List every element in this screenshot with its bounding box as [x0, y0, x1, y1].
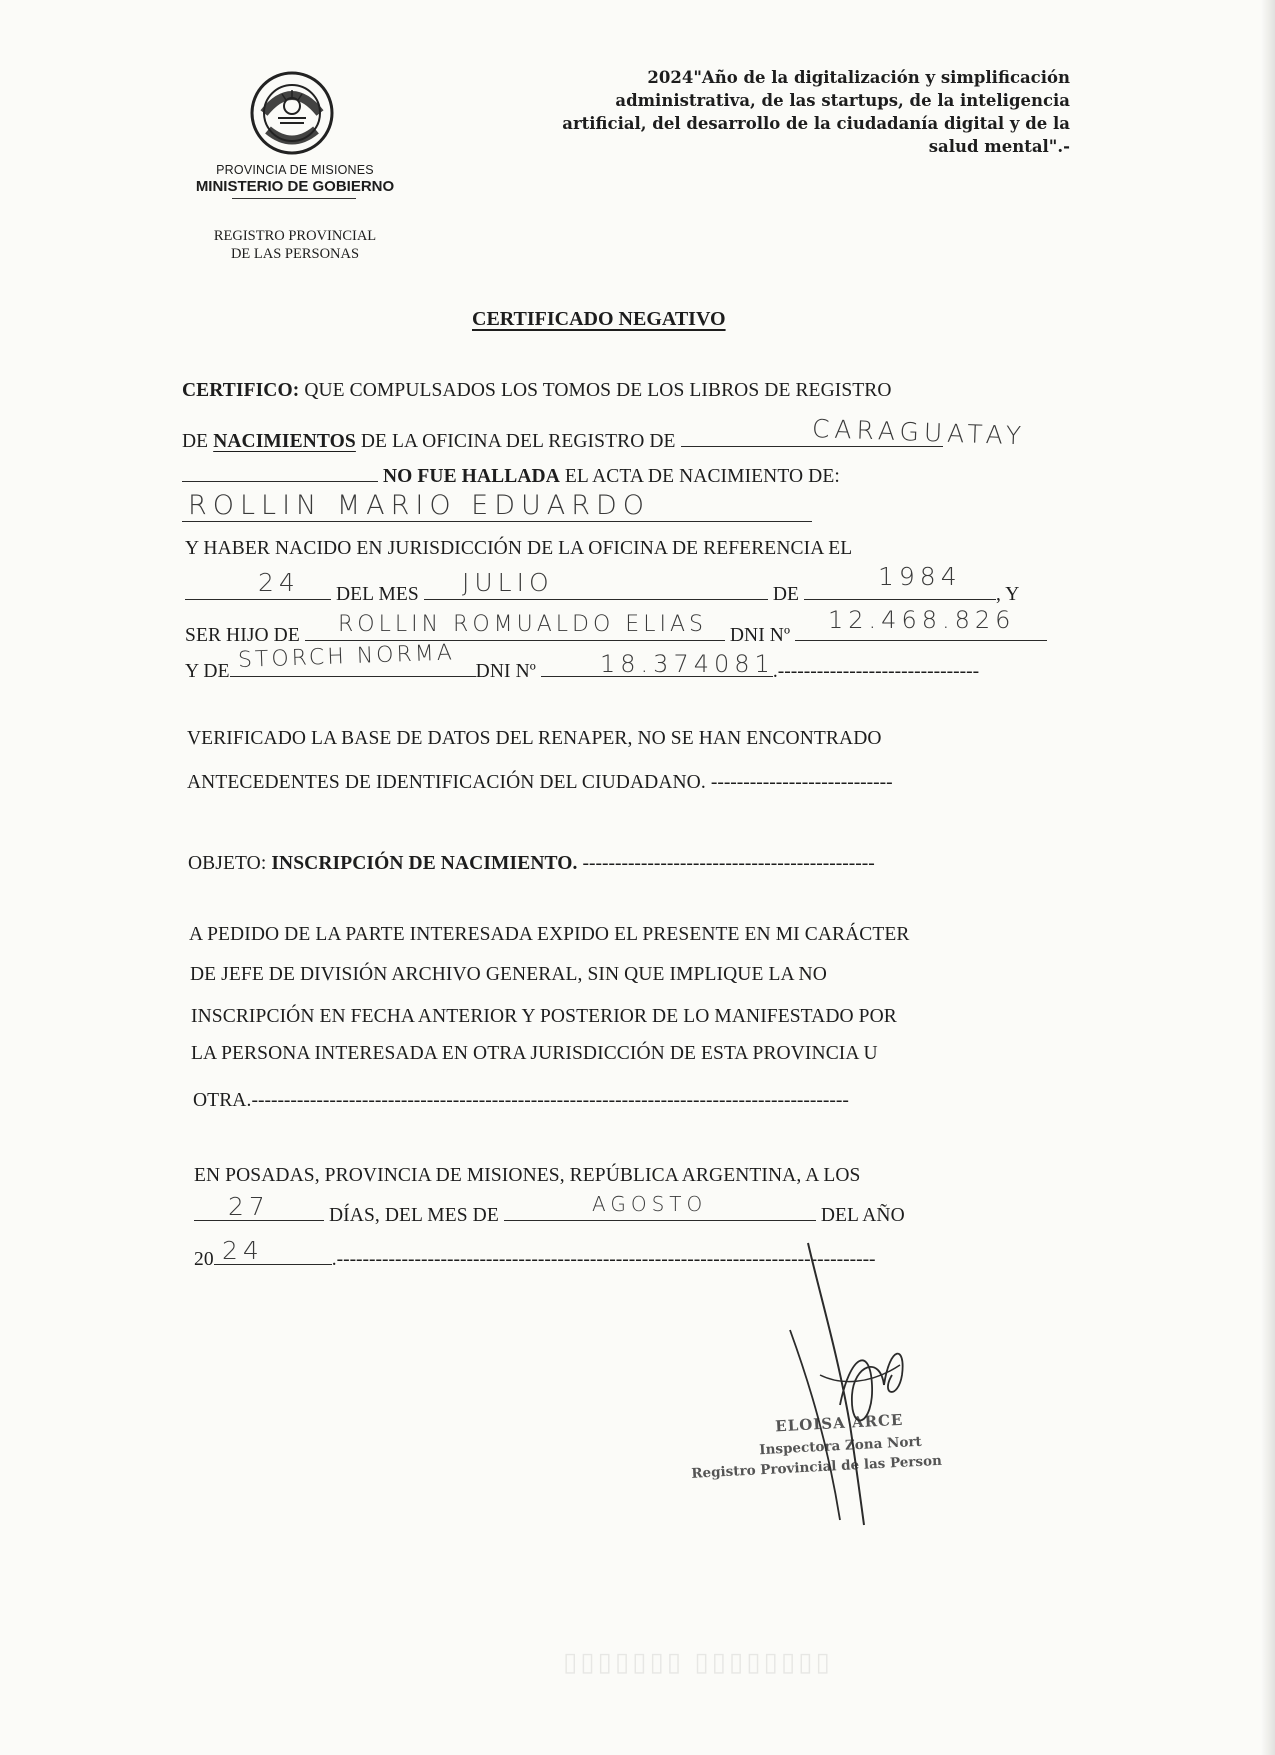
- stamp-role: Inspectora Zona Nort: [758, 1433, 923, 1459]
- body-text-5: Y HABER NACIDO EN JURISDICCIÓN DE LA OFICINA DE REFERENCIA EL: [185, 538, 853, 559]
- blank-prefix: [182, 463, 378, 482]
- handwritten-issue-day: 27: [228, 1192, 270, 1221]
- registry-label-line1: REGISTRO PROVINCIAL: [213, 228, 377, 244]
- ministry-underline: [232, 198, 356, 199]
- verificado-line-1: VERIFICADO LA BASE DE DATOS DEL RENAPER, NO SE HAN ENCONTRADO: [187, 728, 882, 749]
- objeto-label: OBJETO:: [188, 853, 267, 874]
- objeto-value: INSCRIPCIÓN DE NACIMIENTO.: [271, 853, 578, 874]
- body-line-8: Y DE DNI Nº .-------------------------------: [185, 658, 979, 683]
- text-dni-mother: DNI Nº: [475, 661, 536, 682]
- province-label: PROVINCIA DE MISIONES: [216, 163, 374, 177]
- reverse-side-bleed: ▯▯▯▯▯▯▯▯ ▯▯▯▯▯▯▯: [560, 1651, 830, 1681]
- body-line-3: [182, 463, 840, 488]
- body-text-2: DE LA OFICINA DEL REGISTRO DE: [360, 431, 676, 452]
- ministry-label: MINISTERIO DE GOBIERNO: [195, 178, 395, 195]
- pedido-line-5: OTRA.--------------------------------------------------------------------------------------------: [193, 1090, 849, 1111]
- text-ser-hijo-de: SER HIJO DE: [185, 625, 300, 646]
- posadas-line-3: 20 .-----------------------------------------------------------------------------------: [194, 1246, 876, 1271]
- body-text-1: QUE COMPULSADOS LOS TOMOS DE LOS LIBROS DE REGISTRO: [304, 380, 892, 401]
- document-title: CERTIFICADO NEGATIVO: [472, 308, 726, 330]
- no-fue-hallada-label: NO FUE HALLADA: [382, 466, 560, 487]
- verificado-text-2: ANTECEDENTES DE IDENTIFICACIÓN DEL CIUDADANO.: [187, 772, 706, 793]
- year-prefix: 20: [194, 1249, 214, 1270]
- nacimientos-label: NACIMIENTOS: [213, 431, 356, 452]
- posadas-line-2: [194, 1202, 905, 1227]
- pedido-line-1: A PEDIDO DE LA PARTE INTERESADA EXPIDO EL PRESENTE EN MI CARÁCTER: [189, 924, 910, 945]
- pedido-text-5: OTRA.: [193, 1090, 252, 1111]
- handwritten-issue-month: AGOSTO: [592, 1192, 708, 1216]
- provincial-seal-logo: [248, 68, 336, 158]
- handwritten-birth-month: JULIO: [462, 568, 554, 597]
- registry-label-line2: DE LAS PERSONAS: [230, 246, 360, 262]
- objeto-line: OBJETO: INSCRIPCIÓN DE NACIMIENTO. ---------------------------------------------: [188, 853, 875, 874]
- text-de: DE: [182, 431, 209, 452]
- handwritten-birth-day: 24: [258, 568, 300, 597]
- handwritten-father-name: ROLLIN ROMUALDO ELIAS: [338, 612, 707, 637]
- pedido-line-4: LA PERSONA INTERESADA EN OTRA JURISDICCIÓN DE ESTA PROVINCIA U: [191, 1043, 878, 1064]
- stamp-registry: Registro Provincial de las Person: [690, 1452, 943, 1482]
- pedido-line-3: INSCRIPCIÓN EN FECHA ANTERIOR Y POSTERIOR DE LO MANIFESTADO POR: [191, 1006, 897, 1027]
- signature: [780, 1235, 940, 1535]
- handwritten-person-name: ROLLIN MARIO EDUARDO: [188, 490, 651, 521]
- handwritten-mother-dni: 18.374081: [600, 650, 775, 678]
- registry-label: [175, 227, 415, 263]
- text-y-de: Y DE: [185, 661, 230, 682]
- body-text-3: EL ACTA DE NACIMIENTO DE:: [564, 466, 840, 487]
- handwritten-issue-year: 24: [222, 1236, 264, 1265]
- scan-edge-shadow: [1261, 0, 1275, 1755]
- text-del-mes: DEL MES: [335, 584, 419, 605]
- text-comma-y: , Y: [996, 584, 1020, 605]
- pedido-line-2: DE JEFE DE DIVISIÓN ARCHIVO GENERAL, SIN QUE IMPLIQUE LA NO: [190, 964, 827, 985]
- certifico-label: CERTIFICO:: [182, 380, 300, 401]
- text-dni-father: DNI Nº: [729, 625, 791, 646]
- text-del-ano: DEL AÑO: [820, 1205, 905, 1226]
- text-de-year: DE: [772, 584, 800, 605]
- handwritten-registry-office: CARAGUATAY: [811, 414, 1027, 451]
- handwritten-mother-name: STORCH NORMA: [237, 640, 456, 673]
- handwritten-birth-year: 1984: [878, 562, 962, 591]
- year-motto: 2024"Año de la digitalización y simplificación administrativa, de las startups, de la inteligencia artificial, del desarrollo de la ciudadanía digital y de la salud mental".-: [562, 68, 1070, 156]
- verificado-line-2: ANTECEDENTES DE IDENTIFICACIÓN DEL CIUDADANO. ----------------------------: [187, 772, 893, 793]
- body-line-5: [185, 538, 852, 560]
- text-dias-del-mes: DÍAS, DEL MES DE: [328, 1205, 499, 1226]
- posadas-line-1: EN POSADAS, PROVINCIA DE MISIONES, REPÚBLICA ARGENTINA, A LOS: [194, 1165, 861, 1186]
- body-line-1: [182, 380, 892, 402]
- handwritten-father-dni: 12.468.826: [828, 606, 1016, 634]
- stamp-name: ELOISA ARCE: [774, 1410, 904, 1436]
